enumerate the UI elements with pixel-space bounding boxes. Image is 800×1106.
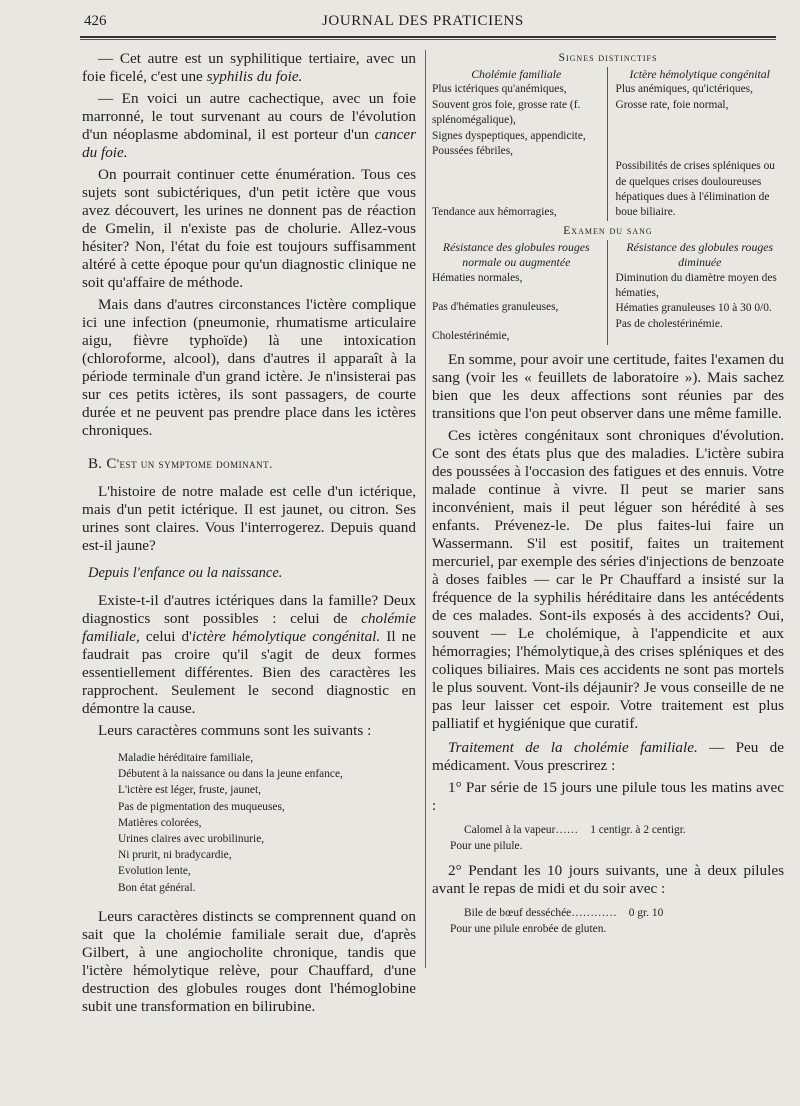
paragraph: L'histoire de notre malade est celle d'un ictérique, mais d'un petit ictérique. Il est jaunet, ou citron. Ses urines sont claires. Vous l'interrogerez. Depuis quand est-il jaune?	[82, 483, 416, 554]
table-column-left	[432, 67, 608, 221]
table-cell: Cholestérinémie,	[432, 330, 510, 343]
table-column-right	[608, 240, 785, 345]
paragraph: Leurs caractères communs sont les suivants :	[98, 722, 372, 739]
table-cell: Possibilités de crises spléniques ou de quelques crises douloureuses hépatiques dues à l'élimination de boue biliaire.	[615, 160, 775, 219]
table-cell: Pas de cholestérinémie.	[615, 317, 723, 330]
prescription-line: Bile de bœuf desséchée………… 0 gr. 10	[464, 907, 664, 920]
table-cell: Plus anémiques, qu'ictériques,	[615, 83, 753, 96]
paragraph: — Cet autre est un syphilitique tertiaire, avec un foie ficelé, c'est une syphilis du foie.	[82, 50, 416, 85]
table-title: Examen du sang	[563, 224, 653, 237]
italic-answer: Depuis l'enfance ou la naissance.	[88, 565, 283, 581]
list-item: L'ictère est léger, fruste, jaunet,	[118, 784, 261, 797]
paragraph: Existe-t-il d'autres ictériques dans la famille? Deux diagnostics sont possibles : celui de cholémie familiale, celui d'ictère hémolytique congénital. Il ne faudrait pas croire qu'il s'agit de deux formes essentiellement différentes. Bien des caractères les rapprochent. Seulement le second diagnostic en démontre la cause.	[82, 592, 416, 717]
table-cell: Souvent gros foie, grosse rate (f. splénomégalique),	[432, 98, 581, 127]
right-column	[432, 50, 784, 946]
column-divider	[425, 50, 426, 968]
paragraph: 2° Pendant les 10 jours suivants, une à deux pilules avant le repas de midi et du soir avec :	[432, 862, 784, 898]
table-cell: Tendance aux hémorragies,	[432, 206, 557, 219]
prescription	[432, 906, 784, 938]
column-header: Ictère hémolytique congénital	[629, 67, 770, 81]
section-heading: B. C'est un symptome dominant.	[88, 456, 273, 472]
table-column-left	[432, 240, 608, 345]
table-cell: Signes dyspeptiques, appendicite,	[432, 129, 586, 142]
page-number: 426	[84, 13, 107, 29]
column-header: Résistance des globules rouges normale ou augmentée	[442, 239, 590, 270]
table-title: Signes distinctifs	[558, 52, 658, 64]
paragraph: — En voici un autre cachectique, avec un foie marronné, le tout survenant au cours de l'évolution d'un néoplasme abdominal, il est porteur d'un cancer du foie.	[82, 90, 416, 161]
prescription-line: Calomel à la vapeur…… 1 centigr. à 2 centigr.	[464, 823, 686, 836]
prescription-note: Pour une pilule.	[450, 839, 523, 852]
table-cell: Grosse rate, foie normal,	[615, 98, 729, 111]
table-cell: Plus ictériques qu'anémiques,	[432, 83, 567, 96]
prescription	[432, 823, 784, 855]
paragraph: On pourrait continuer cette énumération. Tous ces sujets sont subictériques, d'un petit ictère que vous avez découvert, les urines ne donnent pas de réaction de Gmelin, il n'existe pas de cholurie. Allez-vous hésiter? Non, l'état du foie est toujours suffisamment altéré à cette époque pour qu'un diagnostic clinique ne soit qu'affaire de méthode.	[82, 166, 416, 291]
table-cell: Hématies granuleuses 10 à 30 0/0.	[615, 302, 772, 315]
running-head: JOURNAL DES PRATICIENS	[322, 13, 524, 29]
table-cell: Diminution du diamètre moyen des hématies,	[615, 271, 777, 300]
list-item: Pas de pigmentation des muqueuses,	[118, 800, 285, 813]
left-column	[82, 50, 416, 1020]
list-item: Débutent à la naissance ou dans la jeune enfance,	[118, 768, 343, 781]
table-cell: Poussées fébriles,	[432, 145, 513, 158]
column-header: Cholémie familiale	[471, 67, 562, 81]
column-header: Résistance des globules rouges diminuée	[626, 239, 774, 270]
list-item: Bon état général.	[118, 881, 196, 894]
paragraph: 1° Par série de 15 jours une pilule tous les matins avec :	[432, 778, 784, 814]
paragraph: En somme, pour avoir une certitude, faites l'examen du sang (voir les « feuillets de laboratoire »). Mais sachez bien que les deux affections sont réunies par des transitions que l'on peut observer dans une même famille.	[432, 350, 784, 422]
table-column-right	[608, 67, 785, 221]
list-item: Matières colorées,	[118, 816, 202, 829]
table-cell: Hématies normales,	[432, 271, 523, 284]
list-item: Ni prurit, ni bradycardie,	[118, 849, 232, 862]
table-cell: Pas d'hématies granuleuses,	[432, 301, 559, 314]
symptom-list	[118, 750, 416, 896]
list-item: Urines claires avec urobilinurie,	[118, 833, 265, 846]
paragraph: Ces ictères congénitaux sont chroniques d'évolution. Ce sont des états plus que des maladies. L'ictère subira des poussées à l'occasion des fatigues et des ennuis. Votre malade continue à vivre. Il peut se marier sans inconvénient, mais il peut léguer son hérédité à ses enfants. Prévenez-le. De plus faites-lui faire un Wassermann. S'il est positif, faites un traitement mercuriel, par exemple des séries d'injections de benzoate à doses faibles — car le Pr Chauffard a insisté sur la fréquence de la syphilis héréditaire dans les antécédents de ces malades. Sont-ils exposés à des accidents? Oui, souvent — Le cholémique, à l'appendicite et aux hémorragies; l'hémolytique,à des crises spléniques et des coliques biliaires. Mais ces accidents ne sont pas mortels le plus souvent. Vont-ils déjaunir? Je vous conseille de ne pas leur laisser cet espoir. Votre traitement est plus palliatif et hygiénique que curatif.	[432, 426, 784, 732]
paragraph: Traitement de la cholémie familiale. — Peu de médicament. Vous prescrirez :	[432, 738, 784, 774]
paragraph: Leurs caractères distincts se comprennent quand on sait que la cholémie familiale serait due, d'après Gilbert, à une angiocholite chronique, tandis que l'ictère hémolytique relève, pour Chauffard, d'une destruction des globules rouges dont l'hémoglobine subit une transformation en bilirubine.	[82, 907, 416, 1015]
header-rule-thin	[80, 39, 776, 40]
prescription-note: Pour une pilule enrobée de gluten.	[450, 923, 607, 936]
list-item: Maladie héréditaire familiale,	[118, 752, 254, 764]
list-item: Evolution lente,	[118, 865, 191, 878]
header-rule	[80, 36, 776, 38]
comparison-table	[432, 240, 784, 345]
paragraph: Mais dans d'autres circonstances l'ictère complique ici une infection (pneumonie, rhumatisme articulaire aigu, fièvre typhoïde) là une intoxication (chloroforme, alcool), dans d'autres il apparaît à la période terminale d'un grand ictère. Je n'insisterai pas sur ces petits ictères, ils sont passagers, de courte durée et ne peuvent pas prendre place dans les ictères chroniques.	[82, 296, 416, 439]
comparison-table	[432, 67, 784, 221]
